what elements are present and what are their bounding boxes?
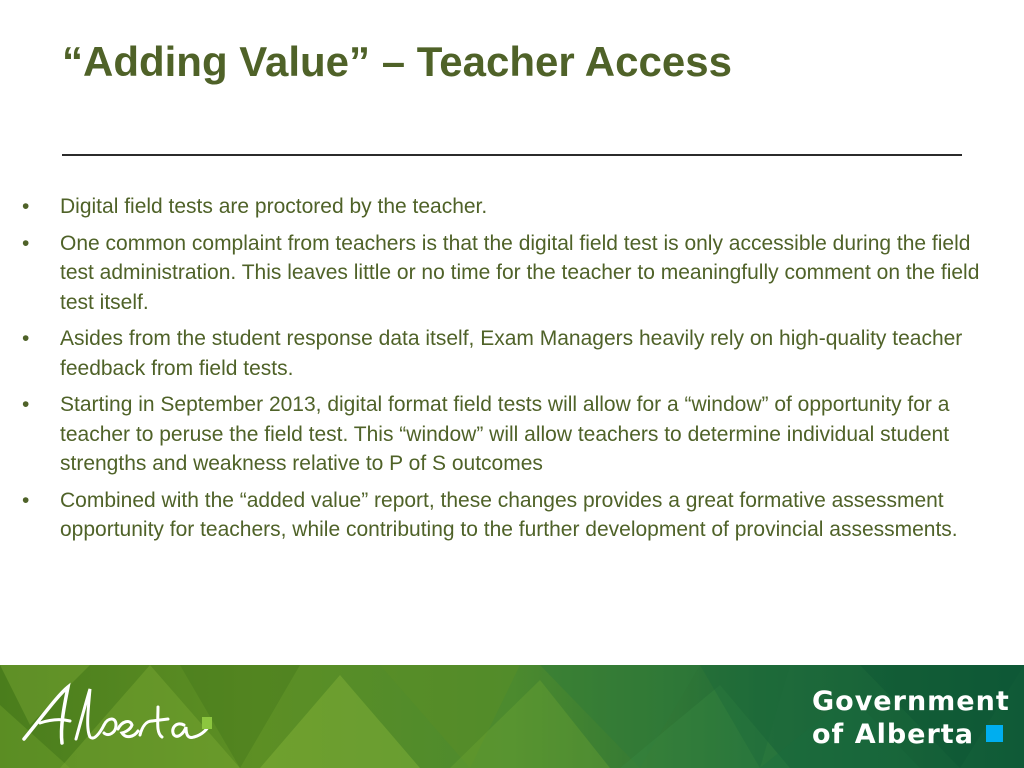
bullet-text: Asides from the student response data itself, Exam Managers heavily rely on high-quality teacher feedback from field tests. xyxy=(60,327,963,380)
bullet-list xyxy=(20,192,1005,552)
bullet-text: Combined with the “added value” report, these changes provides a great formative assessment opportunity for teachers, while contributing to the further development of provincial assessments. xyxy=(60,488,958,541)
slide-title: “Adding Value” – Teacher Access xyxy=(62,38,732,85)
bullet-text: One common complaint from teachers is that the digital field test is only accessible during the field test administration. This leaves little or no time for the teacher to meaningfully comment on the field test itself. xyxy=(60,231,980,314)
bullet-icon: • xyxy=(22,488,30,512)
blue-square-icon xyxy=(986,725,1003,742)
bullet-text: Digital field tests are proctored by the teacher. xyxy=(60,195,488,218)
bullet-item xyxy=(20,324,1005,383)
footer-banner xyxy=(0,665,1024,768)
bullet-icon: • xyxy=(22,231,30,255)
of-alberta-label: of Alberta xyxy=(812,719,974,750)
bullet-icon: • xyxy=(22,393,30,416)
bullet-text: Starting in September 2013, digital format field tests will allow for a “window” of opportunity for a teacher to peruse the field test. This “window” will allow teachers to determine individual student strengths and weakness relative to P of S outcomes xyxy=(60,393,950,475)
bullet-item xyxy=(20,229,1005,318)
government-of-alberta-wordmark xyxy=(812,685,1010,751)
alberta-logo xyxy=(18,677,218,757)
bullet-item xyxy=(20,390,1005,479)
bullet-item xyxy=(20,192,1005,222)
government-label: Government xyxy=(812,686,1010,717)
title-divider xyxy=(62,154,962,156)
bullet-item xyxy=(20,486,1005,545)
bullet-icon: • xyxy=(22,195,30,218)
bullet-icon: • xyxy=(22,327,30,350)
of-alberta-line xyxy=(812,718,1002,751)
